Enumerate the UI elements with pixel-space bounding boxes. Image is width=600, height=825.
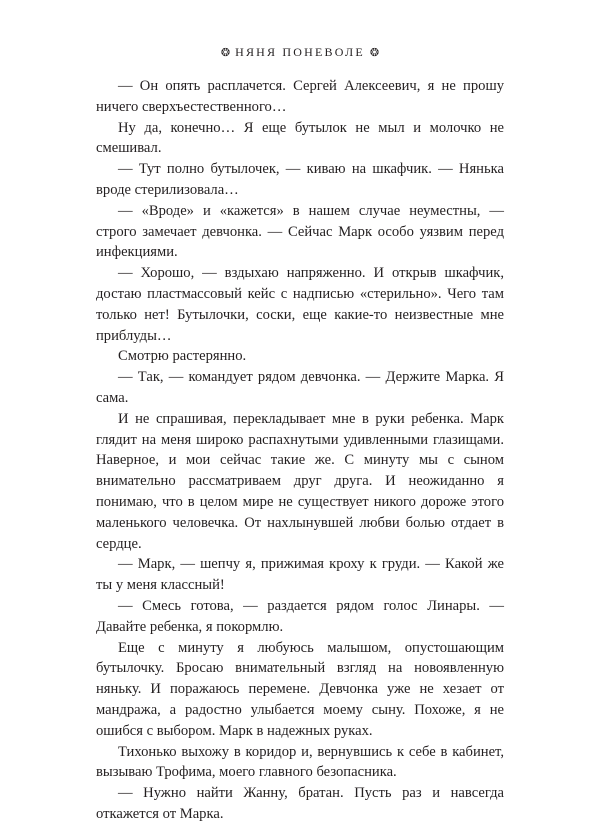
paragraph: — «Вроде» и «кажется» в нашем случае неуместны, — строго замечает девчонка. — Сейчас Марк особо уязвим перед инфекциями. — [96, 202, 504, 261]
paragraph: — Нужно найти Жанну, братан. Пусть раз и навсегда откажется от Марка. — [96, 785, 504, 822]
paragraph: Смотрю растерянно. — [118, 348, 247, 365]
ornament-left-icon: ❂ — [220, 47, 231, 59]
paragraph: — Марк, — шепчу я, прижимая кроху к груди. — Какой же ты у меня классный! — [96, 556, 504, 594]
paragraph: И не спрашивая, перекладывает мне в руки ребенка. Марк глядит на меня широко распахнутыми удивленными глазищами. Наверное, и мои сейчас такие же. С минуту мы с сыном внимательно рассматриваем друг друга. И неожиданно я понимаю, что в целом мире не существует никого дороже этого маленького человечка. От нахлынувшей любви болью отдает в сердце. — [96, 410, 504, 552]
paragraph: Ну да, конечно… Я еще бутылок не мыл и молочко не смешивал. — [96, 119, 504, 157]
paragraph: — Хорошо, — вздыхаю напряженно. И открыв шкафчик, достаю пластмассовый кейс с надписью «стерильно». Чего там только нет! Бутылочки, соски, еще какие-то неизвестные мне приблуды… — [96, 265, 504, 344]
paragraph: — Он опять расплачется. Сергей Алексеевич, я не прошу ничего сверхъестественного… — [96, 78, 504, 115]
paragraph: Тихонько выхожу в коридор и, вернувшись к себе в кабинет, вызываю Трофима, моего главного безопасника. — [96, 743, 504, 781]
book-title: НЯНЯ ПОНЕВОЛЕ — [235, 45, 365, 59]
running-head — [0, 44, 600, 61]
paragraph: — Тут полно бутылочек, — киваю на шкафчик. — Нянька вроде стерилизовала… — [96, 161, 504, 198]
ornament-right-icon: ❂ — [369, 47, 380, 59]
paragraph: Еще с минуту я любуюсь малышом, опустошающим бутылочку. Бросаю внимательный взгляд на новоявленную няньку. И поражаюсь перемене. Девчонка уже не хезает от мандража, а радостно улыбается моему сыну. Похоже, я не ошибся с выбором. Марк в надежных руках. — [96, 639, 504, 739]
page-body — [96, 76, 504, 825]
paragraph: — Так, — командует рядом девчонка. — Держите Марка. Я сама. — [96, 369, 504, 406]
paragraph: — Смесь готова, — раздается рядом голос Линары. — Давайте ребенка, я покормлю. — [96, 597, 504, 635]
